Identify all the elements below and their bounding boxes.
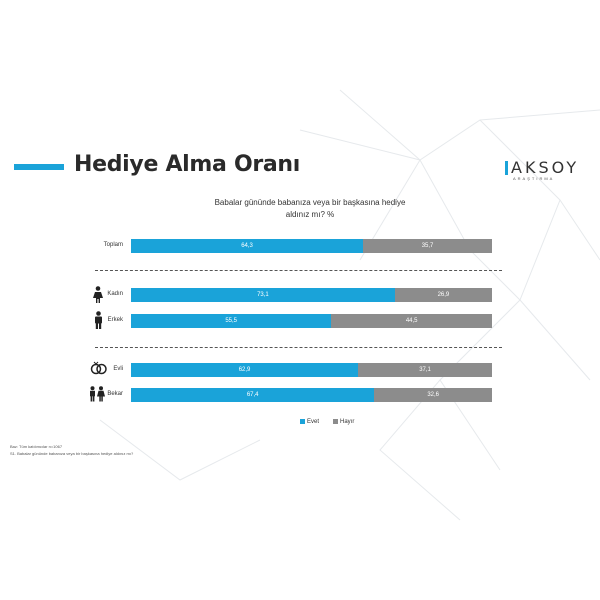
logo-subtext: ARAŞTIRMA <box>513 176 555 181</box>
group-divider <box>95 347 502 348</box>
bar-value-label: 26,9 <box>437 292 450 298</box>
bar-value-label: 37,1 <box>419 367 431 373</box>
logo-mark-icon <box>505 161 508 175</box>
title-accent-bar <box>14 164 64 170</box>
bar-value-label: 62,9 <box>238 367 251 373</box>
category-label: Toplam <box>103 242 123 248</box>
category-label: Erkek <box>107 317 123 323</box>
man-icon <box>93 311 104 330</box>
bar-value-label: 67,4 <box>246 392 259 398</box>
group-divider <box>95 270 502 271</box>
footnote-question: S1. Babalar gününde babanıza veya bir başkasına hediye aldınız mı? <box>10 451 134 456</box>
bar-value-label: 44,5 <box>405 318 418 324</box>
legend-evet <box>300 419 319 425</box>
legend-hayir <box>333 419 354 425</box>
rings-icon <box>90 361 108 375</box>
couple-icon <box>88 386 106 402</box>
chart-title-line-2: aldınız mı? % <box>285 210 335 219</box>
page-title: Hediye Alma Oranı <box>74 152 301 177</box>
footnote-base: Baz: Tüm katılımcılar n=1067 <box>10 444 63 449</box>
logo-text: AKSOY <box>511 158 580 177</box>
category-label: Kadın <box>107 291 123 297</box>
legend-label-evet: Evet <box>307 419 320 426</box>
category-label: Bekar <box>107 391 123 397</box>
aksoy-logo <box>505 158 585 184</box>
bar-value-label: 55,5 <box>225 318 238 324</box>
category-label: Evli <box>113 366 123 372</box>
chart-title-line-1: Babalar gününde babanıza veya bir başkasına hediye <box>214 198 406 207</box>
legend-swatch-hayir <box>333 419 338 424</box>
bar-value-label: 32,6 <box>427 392 439 398</box>
bar-value-label: 73,1 <box>257 292 269 298</box>
woman-icon <box>92 286 104 304</box>
legend-label-hayir: Hayır <box>340 419 355 426</box>
legend-swatch-evet <box>300 419 305 424</box>
bar-value-label: 35,7 <box>421 243 434 249</box>
bar-value-label: 64,3 <box>241 243 253 249</box>
chart-title <box>130 197 490 221</box>
